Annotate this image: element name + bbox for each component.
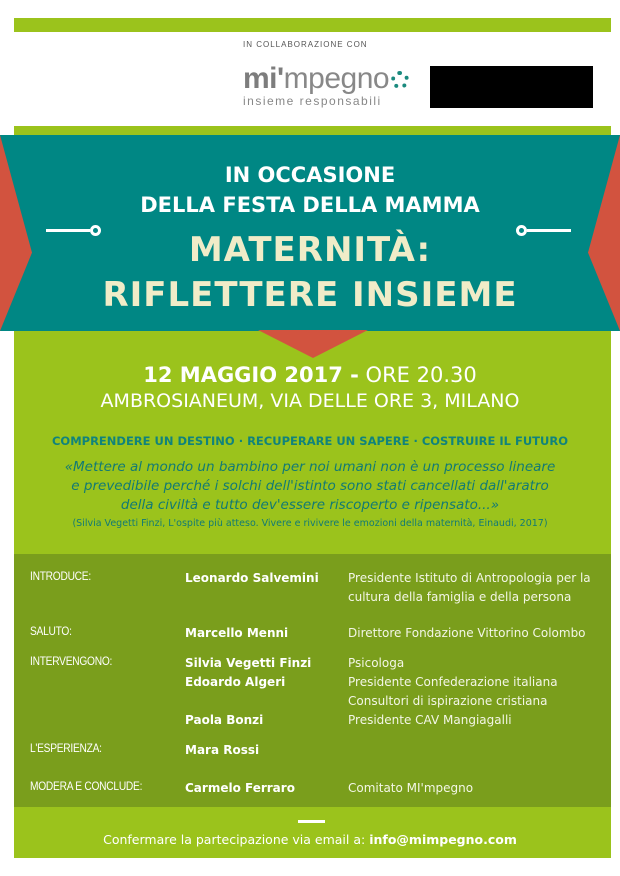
program-label: SALUTO: [30, 624, 72, 638]
collaboration-label: IN COLLABORAZIONE CON [243, 40, 368, 49]
speaker-name: Silvia Vegetti Finzi [185, 656, 312, 670]
motto: COMPRENDERE UN DESTINO · RECUPERARE UN SAPERE · COSTRUIRE IL FUTURO [51, 434, 568, 448]
quote-line: e prevedibile perché i solchi dell'istinto sono stati cancellati dall'aratro [71, 478, 549, 494]
speaker-name: Leonardo Salvemini [185, 571, 319, 585]
speaker-names [185, 569, 319, 588]
quote [0, 458, 620, 515]
event-place: AMBROSIANEUM, VIA DELLE ORE 3, MILANO [100, 390, 520, 412]
speaker-name [185, 692, 311, 711]
speaker-names [185, 779, 295, 798]
event-title-1: MATERNITÀ: [188, 230, 432, 270]
banner-line-2: DELLA FESTA DELLA MAMMA [140, 193, 480, 217]
time-text: ORE 20.30 [358, 363, 477, 387]
date-text: 12 MAGGIO 2017 - [143, 363, 359, 387]
logo-text: mpegno [283, 62, 390, 95]
program-label: INTERVENGONO: [30, 654, 113, 668]
speaker-names [185, 624, 288, 643]
speaker-name: Paola Bonzi [185, 713, 264, 727]
speaker-role: cultura della famiglia e della persona [348, 590, 572, 604]
speaker-role: Direttore Fondazione Vittorino Colombo [348, 626, 586, 640]
speaker-roles [348, 624, 586, 643]
speaker-roles [348, 779, 473, 798]
rsvp-text: Confermare la partecipazione via email a: [103, 832, 370, 847]
rsvp-footer [0, 832, 620, 847]
speaker-role: Comitato MI'mpegno [348, 781, 474, 795]
speaker-role: Psicologa [348, 656, 405, 670]
speaker-names [185, 741, 259, 760]
logo-tagline: insieme responsabili [243, 94, 382, 108]
event-date [0, 363, 620, 387]
speaker-name: Mara Rossi [185, 743, 260, 757]
program-label: L'ESPERIENZA: [30, 741, 102, 755]
redacted-logo [430, 66, 593, 108]
speaker-role: Presidente CAV Mangiagalli [348, 713, 512, 727]
logo-mi: mi' [243, 62, 284, 95]
speaker-roles [348, 654, 558, 730]
program-label: INTRODUCE: [30, 569, 91, 583]
speaker-role: Presidente Istituto di Antropologia per la [348, 571, 591, 585]
speaker-name: Carmelo Ferraro [185, 781, 295, 795]
speaker-role: Presidente Confederazione italiana [348, 675, 558, 689]
event-title-2: RIFLETTERE INSIEME [102, 275, 518, 315]
banner-line-1: IN OCCASIONE [224, 163, 396, 187]
speaker-roles [348, 569, 591, 607]
top-green-bar [14, 18, 611, 32]
quote-line: «Mettere al mondo un bambino per noi umani non è un processo lineare [64, 459, 556, 475]
speaker-name: Edoardo Algeri [185, 675, 286, 689]
mimpegno-logo [243, 64, 409, 94]
speaker-names [185, 654, 311, 730]
quote-citation: (Silvia Vegetti Finzi, L'ospite più atteso. Vivere e rivivere le emozioni della maternità, Einaudi, 2017) [72, 518, 548, 529]
email-link[interactable]: info@mimpegno.com [369, 832, 517, 847]
speaker-name: Marcello Menni [185, 626, 289, 640]
speaker-role: Consultori di ispirazione cristiana [348, 694, 548, 708]
gear-icon [391, 71, 409, 89]
quote-line: della civiltà e tutto dev'essere riscoperto e ripensato...» [120, 497, 500, 513]
program-label: MODERA E CONCLUDE: [30, 779, 143, 793]
divider [298, 820, 325, 823]
